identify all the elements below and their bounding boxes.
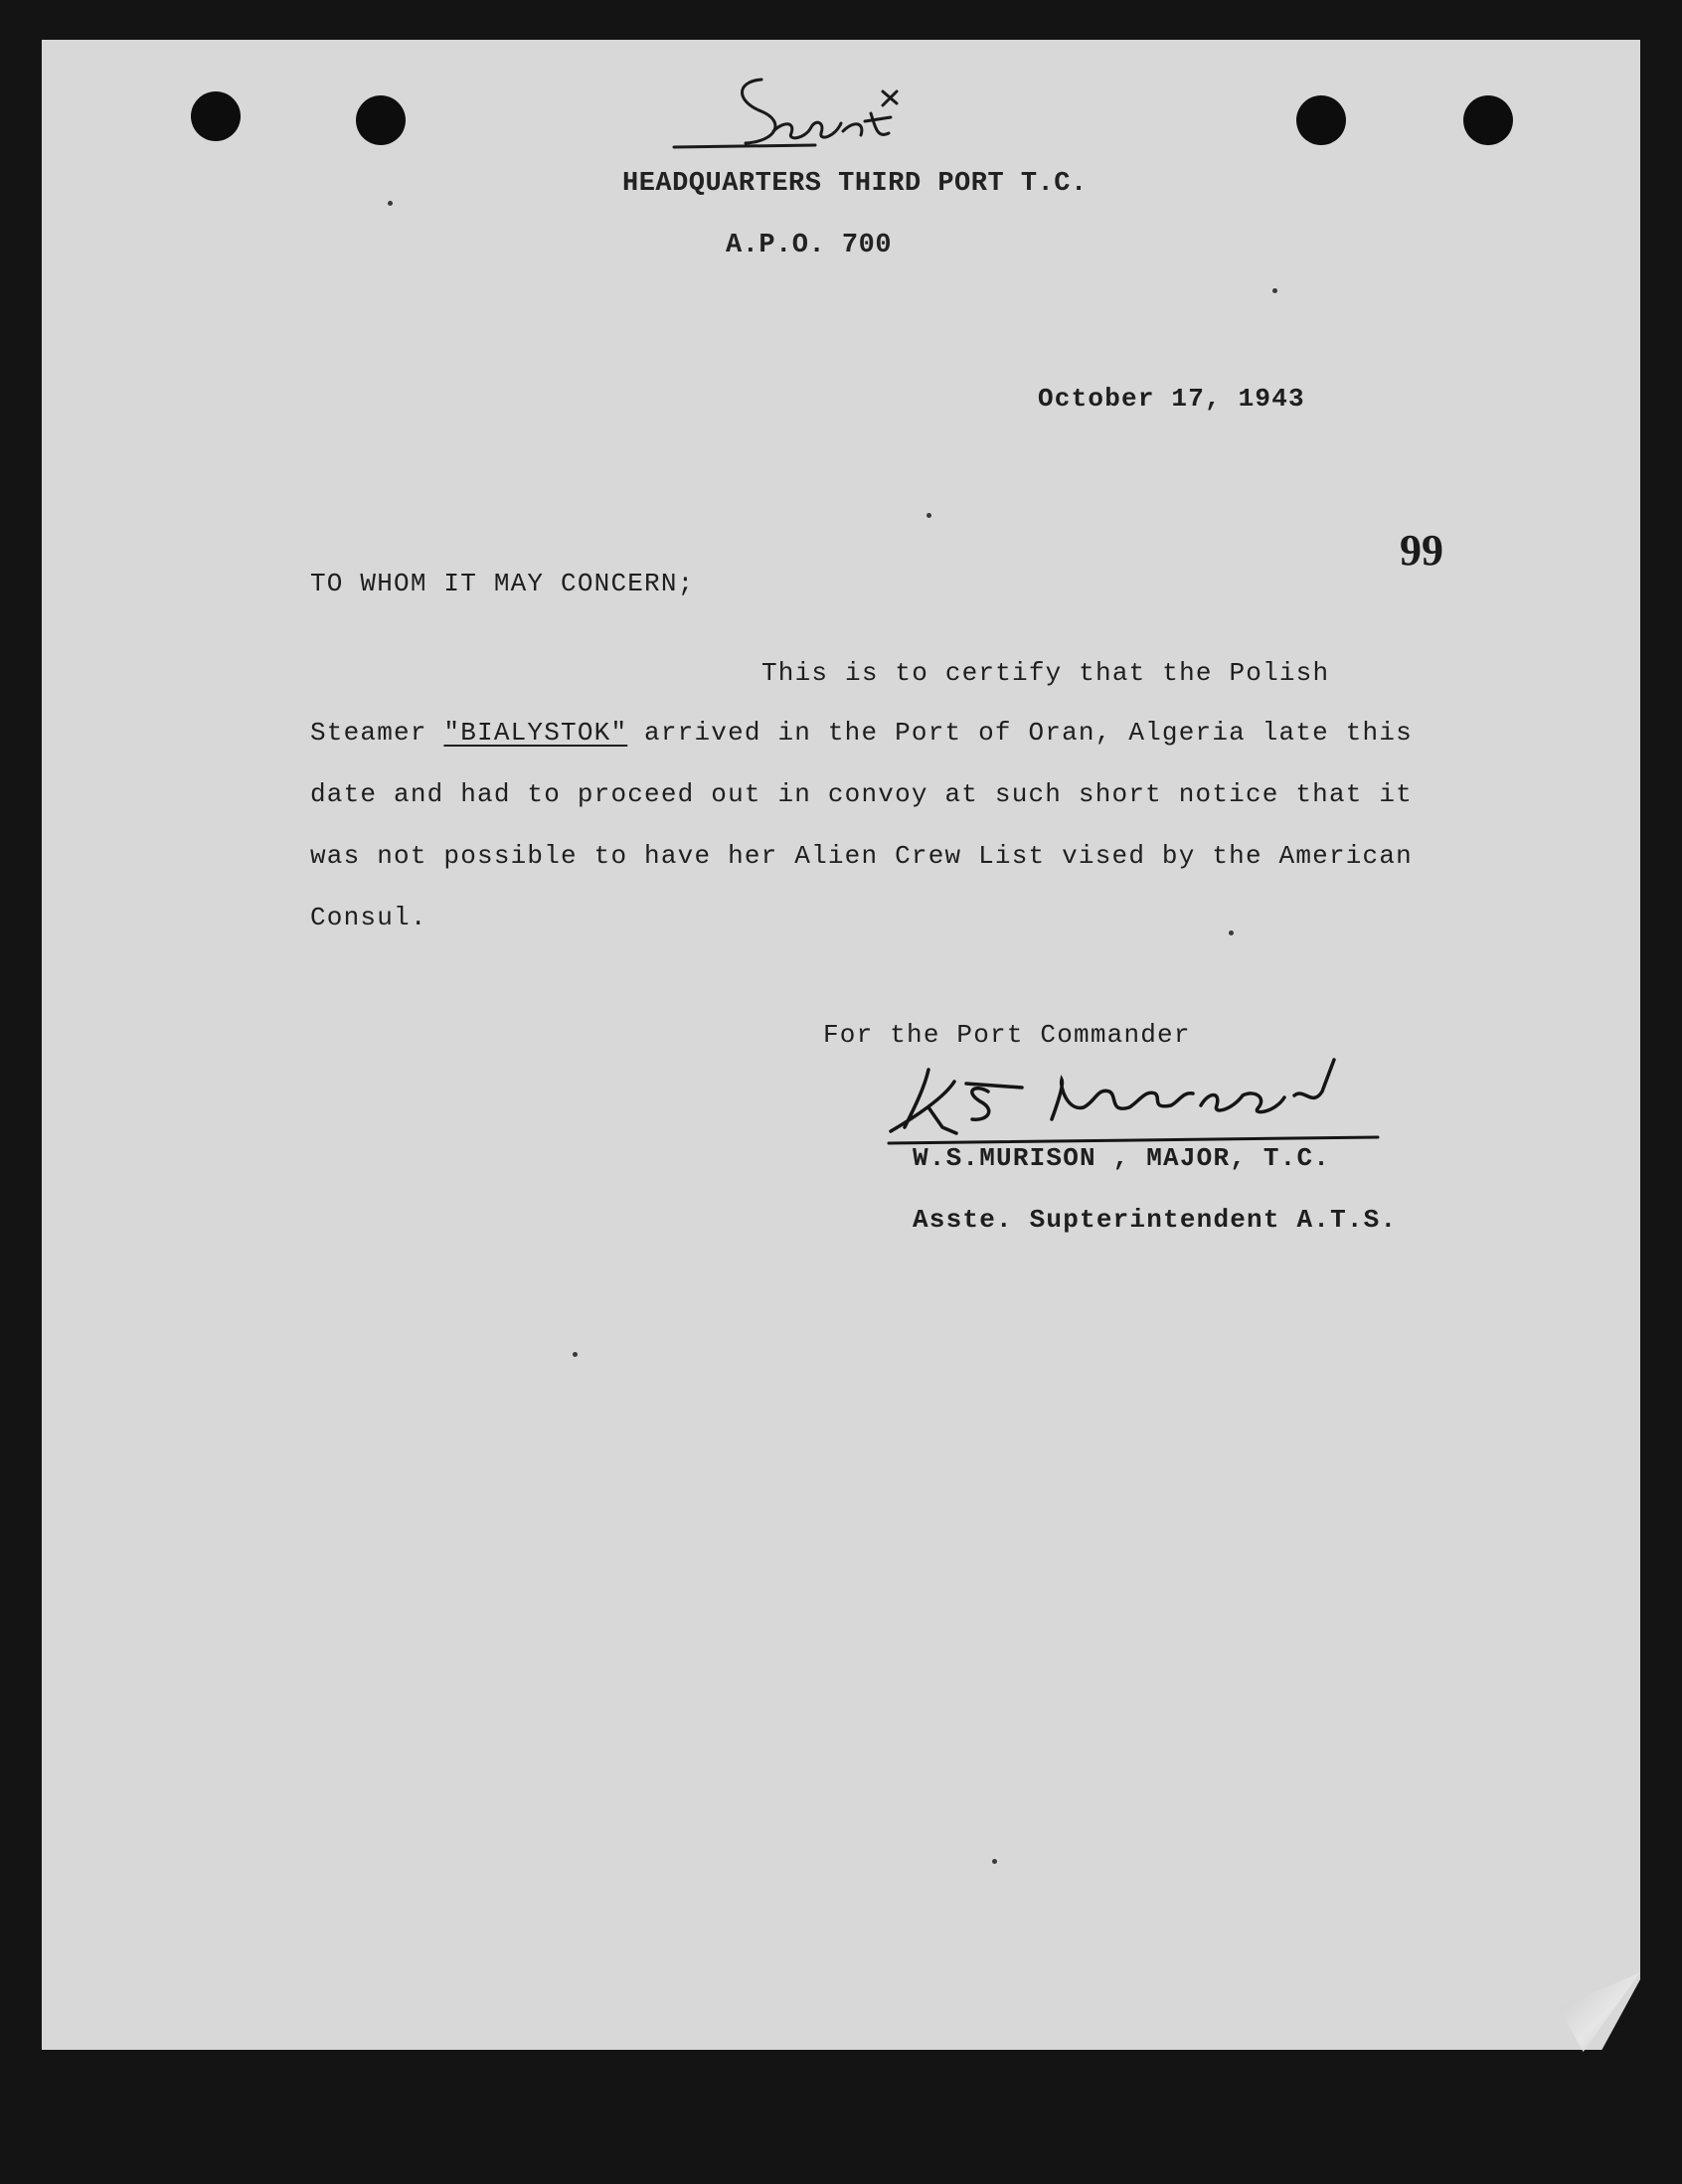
- header-organization: HEADQUARTERS THIRD PORT T.C.: [622, 169, 1088, 199]
- closing-for-line: For the Port Commander: [823, 1020, 1191, 1050]
- header-apo: A.P.O. 700: [726, 231, 893, 260]
- ship-name: "BIALYSTOK": [443, 718, 628, 748]
- paper-speck: [388, 201, 393, 206]
- paper-speck: [926, 513, 931, 518]
- paper-speck: [1272, 288, 1277, 293]
- body-line-1: This is to certify that the Polish: [761, 658, 1330, 688]
- punch-hole: [1296, 95, 1346, 145]
- signature: [885, 1048, 1402, 1157]
- folio-number: 99: [1400, 526, 1443, 575]
- body-line-2-end: arrived in the Port of Oran, Algeria late this: [627, 718, 1413, 748]
- signatory-title-line: Asste. Supterintendent A.T.S.: [913, 1205, 1398, 1235]
- body-line-3: date and had to proceed out in convoy at such short notice that it: [310, 779, 1413, 809]
- document-date: October 17, 1943: [1038, 384, 1305, 414]
- secret-handwritten-mark: [666, 62, 925, 151]
- punch-hole: [191, 91, 241, 141]
- body-line-4: was not possible to have her Alien Crew List vised by the American: [310, 841, 1413, 871]
- paper-speck: [573, 1352, 578, 1357]
- body-line-5: Consul.: [310, 903, 427, 932]
- salutation: TO WHOM IT MAY CONCERN;: [310, 569, 695, 598]
- paper-speck: [1229, 930, 1234, 935]
- paper-speck: [992, 1859, 997, 1864]
- punch-hole: [1463, 95, 1513, 145]
- body-line-2: [310, 718, 1413, 748]
- body-line-2-start: Steamer: [310, 718, 444, 748]
- signatory-name-line: W.S.MURISON , MAJOR, T.C.: [913, 1143, 1331, 1173]
- punch-hole: [356, 95, 406, 145]
